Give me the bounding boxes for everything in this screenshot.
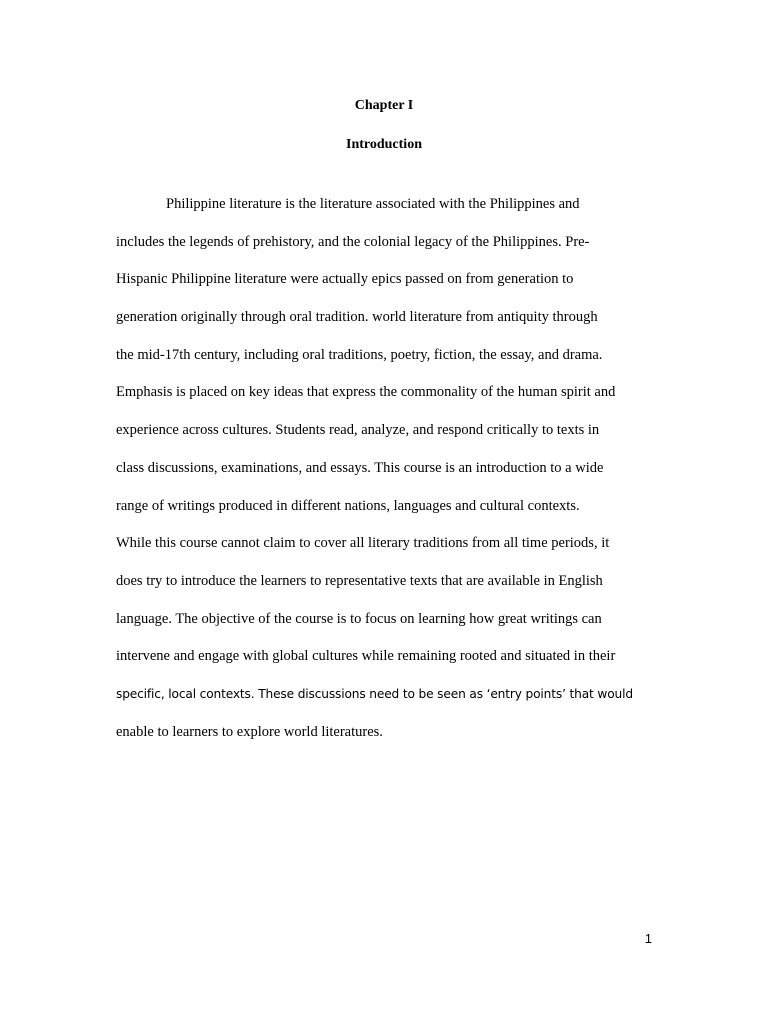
paragraph-line: Philippine literature is the literature associated with the Philippines and	[166, 196, 580, 212]
section-title: Introduction	[346, 137, 422, 152]
paragraph-line: language. The objective of the course is to focus on learning how great writings can	[116, 610, 602, 627]
page-number: 1	[644, 931, 652, 946]
paragraph-line: does try to introduce the learners to representative texts that are available in English	[116, 572, 603, 589]
paragraph-line: specific, local contexts. These discussions need to be seen as ‘entry points’ that would	[116, 686, 633, 701]
paragraph-line: intervene and engage with global cultures while remaining rooted and situated in their	[116, 648, 616, 665]
paragraph-line: range of writings produced in different nations, languages and cultural contexts.	[116, 497, 580, 514]
paragraph-line: the mid-17th century, including oral traditions, poetry, fiction, the essay, and drama.	[116, 346, 603, 363]
body-paragraph	[116, 194, 656, 759]
paragraph-line: While this course cannot claim to cover all literary traditions from all time periods, it	[116, 535, 610, 552]
paragraph-line: enable to learners to explore world literatures.	[116, 723, 383, 740]
paragraph-line: Hispanic Philippine literature were actually epics passed on from generation to	[116, 271, 574, 288]
paragraph-line: class discussions, examinations, and essays. This course is an introduction to a wide	[116, 459, 604, 476]
paragraph-line: experience across cultures. Students read, analyze, and respond critically to texts in	[116, 422, 600, 439]
paragraph-line: includes the legends of prehistory, and the colonial legacy of the Philippines. Pre-	[116, 233, 590, 250]
paragraph-line: Emphasis is placed on key ideas that express the commonality of the human spirit and	[116, 384, 616, 401]
chapter-heading: Chapter I	[354, 98, 414, 113]
paragraph-line: generation originally through oral tradition. world literature from antiquity through	[116, 309, 598, 326]
